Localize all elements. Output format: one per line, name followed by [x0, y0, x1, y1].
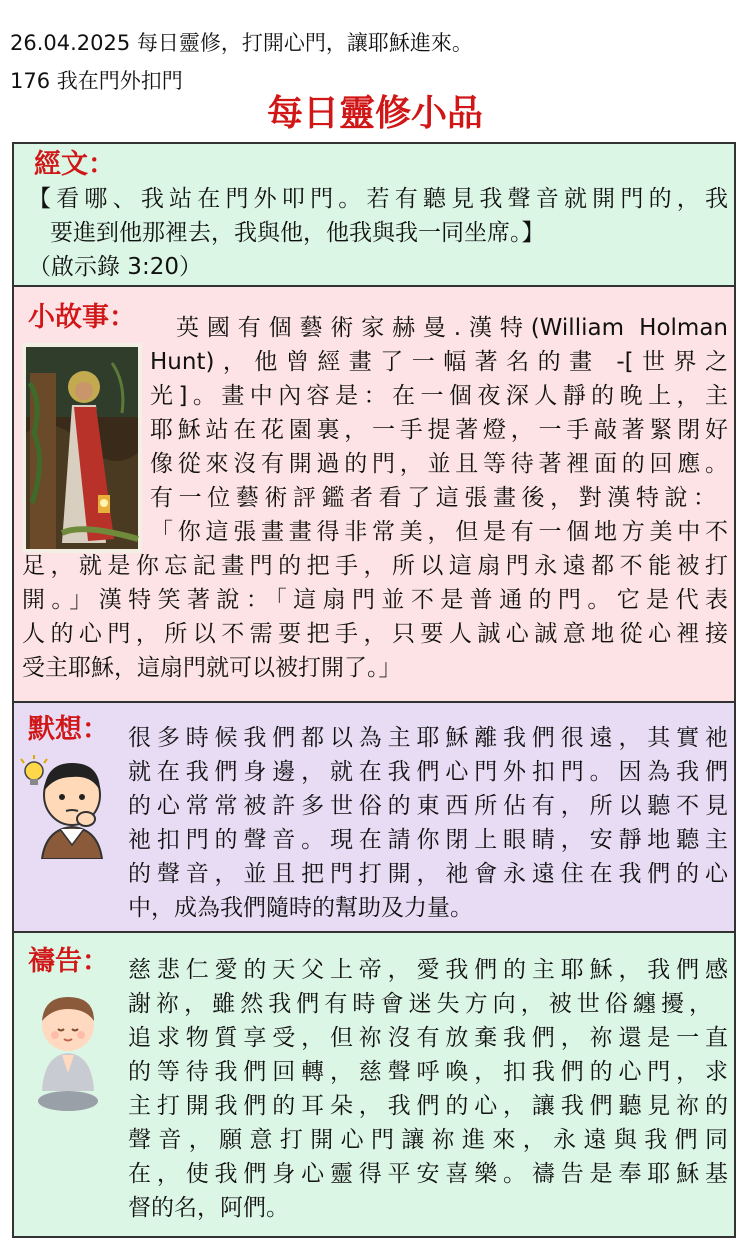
meditation-label: 默想：	[28, 714, 109, 745]
story-line-5: 像從來沒有開過的門，並且等待著裡面的回應。	[150, 451, 728, 477]
prayer-label: 禱告：	[28, 946, 109, 977]
prayer-line-8: 督的名，阿們。	[128, 1195, 289, 1221]
prayer-line-3: 追求物質享受，但祢沒有放棄我們，祢還是一直	[128, 1025, 728, 1051]
scripture-label: 經文：	[34, 149, 115, 180]
story-line-8: 足，就是你忘記畫門的把手，所以這扇門永遠都不能被打	[22, 553, 728, 579]
meditation-line-4: 祂扣門的聲音。現在請你閉上眼睛，安靜地聽主	[128, 827, 728, 853]
story-line-10: 人的心門，所以不需要把手，只要人誠心誠意地從心裡接	[22, 621, 728, 647]
story-line-11: 受主耶穌，這扇門就可以被打開了。」	[22, 655, 402, 681]
story-line-6: 有一位藝術評鑑者看了這張畫後，對漢特說：	[150, 485, 716, 511]
story-line-9: 開。」漢特笑著說：「這扇門並不是普通的門。它是代表	[22, 587, 728, 613]
meditation-line-2: 就在我們身邊，就在我們心門外扣門。因為我們	[128, 759, 728, 785]
story-line-4: 耶穌站在花園裏，一手提著燈，一手敲著緊閉好	[150, 417, 728, 443]
meditation-line-5: 的聲音，並且把門打開，祂會永遠住在我們的心	[128, 861, 728, 887]
prayer-section	[12, 933, 736, 1238]
scripture-line-1: 【看哪、我站在門外叩門。若有聽見我聲音就開門的，我	[28, 186, 728, 212]
header-date-title: 26.04.2025 每日靈修，打開心門，讓耶穌進來。	[10, 31, 473, 55]
meditation-line-3: 的心常常被許多世俗的東西所佔有，所以聽不見	[128, 793, 728, 819]
story-section	[12, 287, 736, 703]
header-subtitle: 176 我在門外扣門	[10, 69, 183, 93]
story-line-1: 英國有個藝術家赫曼.漢特(William Holman	[176, 315, 728, 341]
prayer-line-2: 謝祢，雖然我們有時會迷失方向，被世俗纏擾，	[128, 991, 712, 1017]
meditation-line-1: 很多時候我們都以為主耶穌離我們很遠，其實祂	[128, 725, 728, 751]
story-line-7: 「你這張畫畫得非常美，但是有一個地方美中不	[150, 519, 728, 545]
prayer-line-5: 主打開我們的耳朵，我們的心，讓我們聽見祢的	[128, 1093, 728, 1119]
story-label: 小故事：	[28, 302, 136, 333]
prayer-line-7: 在，使我們身心靈得平安喜樂。禱告是奉耶穌基	[128, 1161, 728, 1187]
scripture-line-2: 要進到他那裡去，我與他，他我與我一同坐席。】	[50, 220, 545, 246]
praying-child-illustration	[28, 991, 108, 1111]
prayer-line-4: 的等待我們回轉，慈聲呼喚，扣我們的心門，求	[128, 1059, 728, 1085]
story-line-3: 光]。畫中內容是：在一個夜深人靜的晚上，主	[150, 383, 728, 409]
thinking-boy-illustration	[20, 755, 112, 859]
prayer-line-1: 慈悲仁愛的天父上帝，愛我們的主耶穌，我們感	[128, 957, 728, 983]
prayer-line-6: 聲音，願意打開心門讓祢進來，永遠與我們同	[128, 1127, 728, 1153]
meditation-line-6: 中，成為我們隨時的幫助及力量。	[128, 895, 473, 921]
scripture-reference: （啟示錄 3:20）	[28, 254, 202, 280]
meditation-section	[12, 703, 736, 933]
story-line-2: Hunt)，他曾經畫了一幅著名的畫 -[世界之	[150, 349, 728, 375]
scripture-section	[12, 142, 736, 287]
painting-light-of-the-world	[22, 343, 142, 553]
page-title: 每日靈修小品	[266, 93, 483, 134]
